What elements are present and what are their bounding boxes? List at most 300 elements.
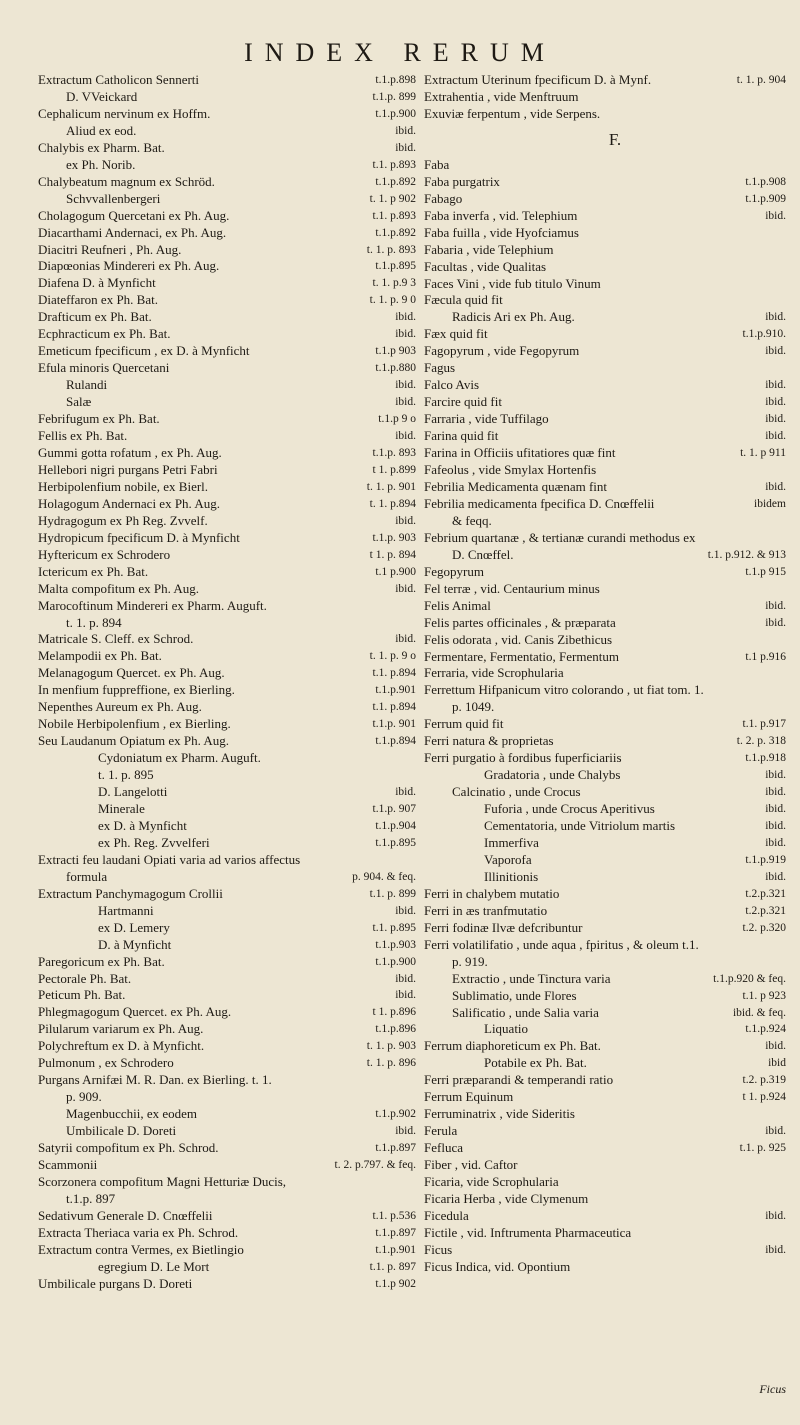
entry-term: Fagopyrum , vide Fegopyrum	[424, 343, 580, 359]
index-entry	[424, 1106, 786, 1123]
entry-term: ex D. Lemery	[98, 919, 170, 935]
entry-page-ref: t.1.p.892	[375, 175, 416, 188]
entry-term: Ficaria, vide Scrophularia	[424, 1174, 559, 1190]
entry-term: Gradatoria , unde Chalybs	[484, 767, 621, 783]
index-entry	[38, 631, 416, 648]
index-entry	[38, 1191, 416, 1208]
entry-term: Faba	[424, 156, 450, 172]
index-entry	[424, 937, 786, 954]
entry-page-ref: ibid.	[395, 633, 416, 646]
index-entry	[38, 275, 416, 292]
index-entry	[424, 1225, 786, 1242]
entry-page-ref: ibid.	[395, 311, 416, 324]
index-entry	[424, 1140, 786, 1157]
index-entry	[424, 733, 786, 750]
entry-term: Farina in Officiis ufitatiores quæ fint	[424, 445, 616, 461]
entry-term: Febrium quartanæ , & tertianæ curandi methodus ex	[424, 529, 696, 545]
index-entry	[424, 1038, 786, 1055]
entry-page-ref: ibid	[768, 1057, 786, 1070]
entry-term: Ferri in æs tranfmutatio	[424, 902, 548, 918]
index-entry	[424, 988, 786, 1005]
entry-page-ref: ibid.	[765, 820, 786, 833]
index-entry	[424, 157, 786, 174]
entry-term: Farina quid fit	[424, 428, 499, 444]
entry-term: Purgans Arnifæi M. R. Dan. ex Bierling. t. 1.	[38, 1072, 272, 1088]
entry-page-ref: t. 1. p. 9 o	[369, 650, 416, 663]
index-entry	[38, 971, 416, 988]
index-entry	[424, 801, 786, 818]
entry-term: Potabile ex Ph. Bat.	[484, 1055, 587, 1071]
entry-term: Pectorale Ph. Bat.	[38, 970, 132, 986]
entry-term: Diapœonias Mindereri ex Ph. Aug.	[38, 258, 220, 274]
index-entry	[38, 292, 416, 309]
entry-page-ref: t. 2. p.797. & feq.	[334, 1159, 416, 1171]
index-entry	[38, 665, 416, 682]
entry-term: Herbipolenfium nobile, ex Bierl.	[38, 478, 209, 494]
index-entry	[424, 1191, 786, 1208]
index-entry	[424, 615, 786, 632]
entry-page-ref: t.1. p. 925	[739, 1142, 786, 1155]
index-entry	[424, 547, 786, 564]
entry-page-ref: t 1. p.896	[372, 1006, 416, 1019]
index-entry	[38, 1089, 416, 1106]
entry-page-ref: ibid.	[765, 769, 786, 782]
entry-page-ref: t.1.p.919	[745, 853, 786, 866]
entry-term: Extracta Theriaca varia ex Ph. Schrod.	[38, 1224, 239, 1240]
entry-term: Gummi gotta rofatum , ex Ph. Aug.	[38, 444, 222, 460]
index-entry	[38, 1157, 416, 1174]
entry-page-ref: t.1. p.895	[372, 921, 416, 934]
entry-term: Cholagogum Quercetani ex Ph. Aug.	[38, 207, 230, 223]
index-entry	[38, 564, 416, 581]
index-entry	[38, 699, 416, 716]
entry-term: Exuviæ ferpentum , vide Serpens.	[424, 105, 601, 121]
index-entry	[38, 615, 416, 632]
entry-page-ref: ibid.	[395, 430, 416, 443]
index-entry	[38, 530, 416, 547]
entry-term: t. 1. p. 895	[98, 767, 154, 783]
entry-page-ref: t.1.p.880	[375, 362, 416, 375]
entry-term: Extractum Uterinum fpecificum D. à Mynf.	[424, 72, 652, 87]
index-entry	[38, 208, 416, 225]
entry-term: Ferri purgatio à fordibus fuperficiariis	[424, 750, 622, 766]
index-entry	[38, 394, 416, 411]
entry-page-ref: ibid.	[395, 124, 416, 137]
index-entry	[38, 987, 416, 1004]
entry-term: Minerale	[98, 800, 145, 816]
entry-term: Sedativum Generale D. Cnœffelii	[38, 1207, 213, 1223]
entry-page-ref: t.1.p.892	[375, 226, 416, 239]
entry-page-ref: ibid.	[765, 870, 786, 883]
entry-term: Salificatio , unde Salia varia	[452, 1004, 599, 1020]
entry-page-ref: t. 1. p. 9 0	[369, 294, 416, 307]
entry-term: Ficaria Herba , vide Clymenum	[424, 1191, 589, 1206]
index-entry	[38, 886, 416, 903]
entry-term: Efula minoris Quercetani	[38, 360, 170, 376]
entry-term: Ferri præparandi & temperandi ratio	[424, 1072, 614, 1088]
entry-term: Calcinatio , unde Crocus	[452, 784, 581, 800]
entry-term: p. 909.	[66, 1089, 102, 1105]
index-entry	[424, 89, 786, 106]
index-entry	[38, 818, 416, 835]
entry-page-ref: t.1.p.918	[745, 752, 786, 765]
index-entry	[424, 479, 786, 496]
entry-term: Faba purgatrix	[424, 173, 500, 189]
entry-page-ref: t 1. p. 894	[369, 548, 416, 561]
index-entry	[424, 174, 786, 191]
entry-term: p. 1049.	[452, 699, 495, 715]
entry-term: Scorzonera compofitum Magni Hetturiæ Ducis,	[38, 1173, 287, 1189]
entry-page-ref: t.1.p.910.	[742, 328, 786, 341]
entry-page-ref: ibid.	[395, 989, 416, 1002]
index-entry	[38, 513, 416, 530]
index-entry	[38, 1021, 416, 1038]
entry-page-ref: t. 1. p. 896	[366, 1057, 416, 1070]
entry-page-ref: t.1. p 923	[742, 989, 786, 1002]
entry-term: Fabago	[424, 190, 463, 206]
left-index-column	[38, 72, 416, 1293]
index-entry	[424, 1055, 786, 1072]
entry-term: Fafeolus , vide Smylax Hortenfis	[424, 462, 597, 478]
index-entry	[38, 598, 416, 615]
entry-term: D. Langelotti	[98, 784, 168, 800]
entry-term: Ferrum Equinum	[424, 1089, 514, 1105]
entry-page-ref: t.1. p.894	[372, 667, 416, 680]
entry-term: Ecphracticum ex Ph. Bat.	[38, 326, 171, 342]
entry-term: Farcire quid fit	[424, 394, 502, 410]
entry-term: Fæx quid fit	[424, 326, 488, 342]
entry-page-ref: ibid.	[395, 514, 416, 527]
entry-term: Farraria , vide Tuffilago	[424, 411, 549, 427]
entry-term: Hydropicum fpecificum D. à Mynficht	[38, 529, 240, 545]
entry-term: Ficus Indica, vid. Opontium	[424, 1258, 571, 1274]
entry-term: Marocoftinum Mindereri ex Pharm. Auguft.	[38, 597, 267, 613]
index-entry	[424, 462, 786, 479]
index-entry	[424, 750, 786, 767]
entry-page-ref: t.1.p.897	[375, 1226, 416, 1239]
index-entry	[38, 547, 416, 564]
entry-page-ref: ibid.	[395, 582, 416, 595]
entry-page-ref: t.2. p.319	[742, 1074, 786, 1087]
entry-page-ref: ibidem	[754, 497, 786, 510]
index-entry	[424, 377, 786, 394]
index-entry	[424, 242, 786, 259]
index-entry	[38, 1242, 416, 1259]
index-entry	[424, 1072, 786, 1089]
index-entry	[38, 1072, 416, 1089]
entry-term: Matricale S. Cleff. ex Schrod.	[38, 631, 194, 647]
index-entry	[38, 496, 416, 513]
index-entry	[424, 1005, 786, 1022]
entry-term: Cydoniatum ex Pharm. Auguft.	[98, 750, 261, 766]
index-entry	[38, 1055, 416, 1072]
entry-term: Ferrettum Hifpanicum vitro colorando , ut fiat tom. 1.	[424, 682, 704, 698]
entry-page-ref: ibid.	[765, 616, 786, 629]
entry-page-ref: t.1. p.894	[372, 701, 416, 714]
index-entry	[424, 1123, 786, 1140]
index-entry	[38, 648, 416, 665]
entry-term: & feqq.	[452, 512, 492, 528]
index-entry	[424, 920, 786, 937]
index-entry	[38, 343, 416, 360]
index-entry	[38, 191, 416, 208]
entry-term: Satyrii compofitum ex Ph. Schrod.	[38, 1140, 219, 1156]
entry-page-ref: ibid.	[765, 1209, 786, 1222]
entry-term: Ferraria, vide Scrophularia	[424, 665, 564, 681]
entry-page-ref: ibid.	[765, 311, 786, 324]
entry-page-ref: t.1.p.920 & feq.	[713, 972, 786, 985]
entry-term: Ferrum quid fit	[424, 716, 504, 732]
index-entry	[38, 225, 416, 242]
entry-term: Fiber , vid. Caftor	[424, 1157, 518, 1173]
entry-term: egregium D. Le Mort	[98, 1258, 210, 1274]
entry-term: Aliud ex eod.	[66, 122, 137, 138]
index-entry	[38, 682, 416, 699]
entry-term: Faba fuilla , vide Hyofciamus	[424, 224, 579, 240]
index-entry	[38, 1004, 416, 1021]
index-entry	[38, 1038, 416, 1055]
entry-term: Schvvallenbergeri	[66, 190, 161, 206]
entry-page-ref: ibid.	[765, 1125, 786, 1138]
index-entry	[38, 462, 416, 479]
entry-term: Faba inverfa , vid. Telephium	[424, 207, 578, 223]
index-entry	[38, 920, 416, 937]
entry-term: Paregoricum ex Ph. Bat.	[38, 953, 165, 969]
entry-term: Extractum Panchymagogum Crollii	[38, 885, 223, 901]
entry-page-ref: ibid.	[765, 1243, 786, 1256]
entry-page-ref: t.1.p.909	[745, 192, 786, 205]
index-entry	[38, 852, 416, 869]
entry-page-ref: t.1.p.908	[745, 175, 786, 188]
entry-page-ref: ibid.	[765, 345, 786, 358]
index-entry	[424, 954, 786, 971]
index-entry	[424, 682, 786, 699]
entry-term: D. VVeickard	[66, 88, 138, 104]
entry-page-ref: t.1.p.900	[375, 955, 416, 968]
entry-term: Scammonii	[38, 1157, 98, 1172]
entry-page-ref: ibid.	[765, 480, 786, 493]
entry-page-ref: t.1.p.895	[375, 260, 416, 273]
index-entry	[424, 411, 786, 428]
entry-term: Peticum Ph. Bat.	[38, 987, 126, 1003]
entry-page-ref: ibid. & feq.	[732, 1006, 786, 1019]
section-letter: F.	[608, 129, 622, 149]
index-entry	[38, 326, 416, 343]
index-entry	[38, 445, 416, 462]
entry-term: Diacarthami Andernaci, ex Ph. Aug.	[38, 224, 227, 240]
entry-page-ref: t.1.p.896	[375, 1023, 416, 1036]
index-entry	[424, 191, 786, 208]
entry-page-ref: t.2. p.320	[742, 921, 786, 934]
entry-term: Extractum Catholicon Sennerti	[38, 72, 200, 87]
index-entry	[38, 937, 416, 954]
entry-page-ref: ibid.	[395, 1125, 416, 1138]
entry-page-ref: t.1.p. 903	[372, 531, 416, 544]
entry-term: Rulandi	[66, 377, 108, 393]
entry-page-ref: t.1.p. 901	[372, 718, 416, 731]
entry-term: Ferri in chalybem mutatio	[424, 885, 560, 901]
entry-page-ref: t. 1. p. 893	[366, 243, 416, 256]
entry-term: Illinitionis	[484, 868, 539, 884]
entry-page-ref: t.1.p.901	[375, 684, 416, 697]
index-entry	[38, 1174, 416, 1191]
entry-page-ref: t.1.p 915	[745, 565, 786, 578]
right-index-column	[424, 72, 786, 1276]
entry-term: t.1.p. 897	[66, 1190, 116, 1206]
entry-page-ref: ibid.	[765, 786, 786, 799]
entry-term: Pulmonum , ex Schrodero	[38, 1055, 174, 1071]
entry-page-ref: ibid.	[395, 379, 416, 392]
index-entry	[424, 428, 786, 445]
entry-page-ref: t.1.p.895	[375, 836, 416, 849]
entry-page-ref: t.1.p 9 o	[378, 413, 416, 426]
index-entry	[424, 513, 786, 530]
index-entry	[424, 852, 786, 869]
entry-term: Febrifugum ex Ph. Bat.	[38, 411, 160, 427]
entry-page-ref: t.1. p.912. & 913	[707, 548, 786, 561]
index-entry	[38, 1123, 416, 1140]
entry-page-ref: t.1.p.924	[745, 1023, 786, 1036]
entry-page-ref: t. 1. p. 903	[366, 1040, 416, 1053]
entry-page-ref: t.1.p.902	[375, 1108, 416, 1121]
index-entry	[424, 632, 786, 649]
index-entry	[38, 309, 416, 326]
index-entry	[38, 954, 416, 971]
entry-page-ref: t.1.p.898	[375, 74, 416, 86]
entry-page-ref: t. 1. p 911	[740, 447, 786, 460]
entry-page-ref: ibid.	[765, 413, 786, 426]
index-entry	[38, 242, 416, 259]
entry-term: ex Ph. Norib.	[66, 156, 136, 172]
entry-page-ref: t.1.p 902	[375, 1277, 416, 1290]
entry-term: formula	[66, 868, 108, 884]
index-entry	[424, 581, 786, 598]
entry-term: Hydragogum ex Ph Reg. Zvvelf.	[38, 512, 208, 528]
entry-page-ref: ibid.	[395, 786, 416, 799]
index-entry	[38, 903, 416, 920]
entry-term: Diacitri Reufneri , Ph. Aug.	[38, 241, 182, 257]
entry-page-ref: t. 1. p 902	[369, 192, 416, 205]
index-entry	[424, 326, 786, 343]
entry-page-ref: t. 1. p.894	[369, 497, 416, 510]
entry-term: Ferri volatilifatio , unde aqua , fpiritus , & oleum t.1.	[424, 936, 699, 952]
entry-term: D. à Mynficht	[98, 936, 172, 952]
entry-page-ref: t.1.p 903	[375, 345, 416, 358]
index-entry	[38, 123, 416, 140]
entry-term: Pilularum variarum ex Ph. Aug.	[38, 1021, 204, 1037]
entry-page-ref: t.1.p. 893	[372, 446, 416, 459]
index-entry	[424, 208, 786, 225]
index-entry	[424, 343, 786, 360]
entry-term: Fæcula quid fit	[424, 292, 503, 308]
index-entry	[424, 1242, 786, 1259]
index-entry	[424, 445, 786, 462]
index-entry	[38, 157, 416, 174]
entry-term: Nepenthes Aureum ex Ph. Aug.	[38, 699, 202, 715]
entry-term: Radicis Ari ex Ph. Aug.	[452, 309, 575, 325]
index-entry	[38, 1259, 416, 1276]
index-entry	[38, 479, 416, 496]
entry-page-ref: t.1. p.917	[742, 718, 786, 731]
entry-term: Chalybis ex Pharm. Bat.	[38, 139, 165, 155]
index-entry	[424, 886, 786, 903]
entry-term: Fictile , vid. Inftrumenta Pharmaceutica	[424, 1224, 632, 1240]
entry-term: Febrilia Medicamenta quænam fint	[424, 478, 608, 494]
entry-term: t. 1. p. 894	[66, 614, 122, 630]
index-entry	[38, 1140, 416, 1157]
entry-page-ref: t.1 p.900	[375, 565, 416, 578]
index-entry	[38, 258, 416, 275]
entry-term: Fuforia , unde Crocus Aperitivus	[484, 801, 655, 817]
entry-page-ref: t.1.p.894	[375, 735, 416, 748]
index-entry	[38, 733, 416, 750]
entry-term: Magenbucchii, ex eodem	[66, 1106, 198, 1122]
entry-term: Vaporofa	[484, 851, 532, 867]
index-entry	[424, 649, 786, 666]
index-entry	[424, 360, 786, 377]
entry-term: ex Ph. Reg. Zvvelferi	[98, 834, 210, 850]
entry-page-ref: t. 2. p. 318	[736, 735, 786, 748]
index-entry	[424, 225, 786, 242]
entry-term: Phlegmagogum Quercet. ex Ph. Aug.	[38, 1004, 232, 1020]
entry-page-ref: t.1.p.897	[375, 1142, 416, 1155]
entry-term: Immerfiva	[484, 834, 539, 850]
index-entry	[424, 903, 786, 920]
index-entry	[38, 106, 416, 123]
index-entry	[38, 784, 416, 801]
entry-page-ref: t.1 p.916	[745, 650, 786, 663]
index-entry	[424, 665, 786, 682]
entry-term: Fabaria , vide Telephium	[424, 241, 554, 257]
entry-term: Ferri natura & proprietas	[424, 733, 554, 749]
entry-term: Felis Animal	[424, 597, 491, 613]
entry-page-ref: t 1. p.924	[742, 1091, 786, 1104]
entry-page-ref: t.1. p. 899	[369, 887, 416, 900]
entry-page-ref: ibid.	[765, 836, 786, 849]
index-entry	[38, 750, 416, 767]
index-entry	[38, 716, 416, 733]
index-entry	[424, 530, 786, 547]
index-entry	[38, 411, 416, 428]
entry-page-ref: ibid.	[765, 430, 786, 443]
entry-page-ref: t.1.p.900	[375, 107, 416, 120]
index-entry	[38, 1208, 416, 1225]
entry-page-ref: ibid.	[765, 803, 786, 816]
entry-page-ref: ibid.	[395, 904, 416, 917]
index-entry	[424, 292, 786, 309]
entry-term: Melanagogum Quercet. ex Ph. Aug.	[38, 665, 225, 681]
entry-term: Diafena D. à Mynficht	[38, 275, 156, 291]
entry-term: Drafticum ex Ph. Bat.	[38, 309, 152, 325]
entry-page-ref: t. 1. p. 901	[366, 480, 416, 493]
entry-term: Ficedula	[424, 1207, 469, 1223]
entry-term: Fel terræ , vid. Centaurium minus	[424, 580, 600, 596]
entry-term: Facultas , vide Qualitas	[424, 258, 547, 274]
entry-term: Umbilicale purgans D. Doreti	[38, 1275, 193, 1291]
page-header	[0, 38, 800, 74]
index-entry	[424, 259, 786, 276]
entry-term: Nobile Herbipolenfium , ex Bierling.	[38, 716, 231, 732]
index-title: INDEX RERUM	[244, 38, 556, 67]
entry-term: Felis odorata , vid. Canis Zibethicus	[424, 631, 613, 647]
index-entry	[424, 309, 786, 326]
index-entry	[38, 377, 416, 394]
entry-term: Ictericum ex Ph. Bat.	[38, 563, 149, 579]
index-entry	[38, 1106, 416, 1123]
entry-term: Fermentare, Fermentatio, Fermentum	[424, 648, 619, 664]
entry-term: Extracti feu laudani Opiati varia ad varios affectus	[38, 851, 301, 867]
entry-page-ref: t.1. p.893	[372, 209, 416, 222]
